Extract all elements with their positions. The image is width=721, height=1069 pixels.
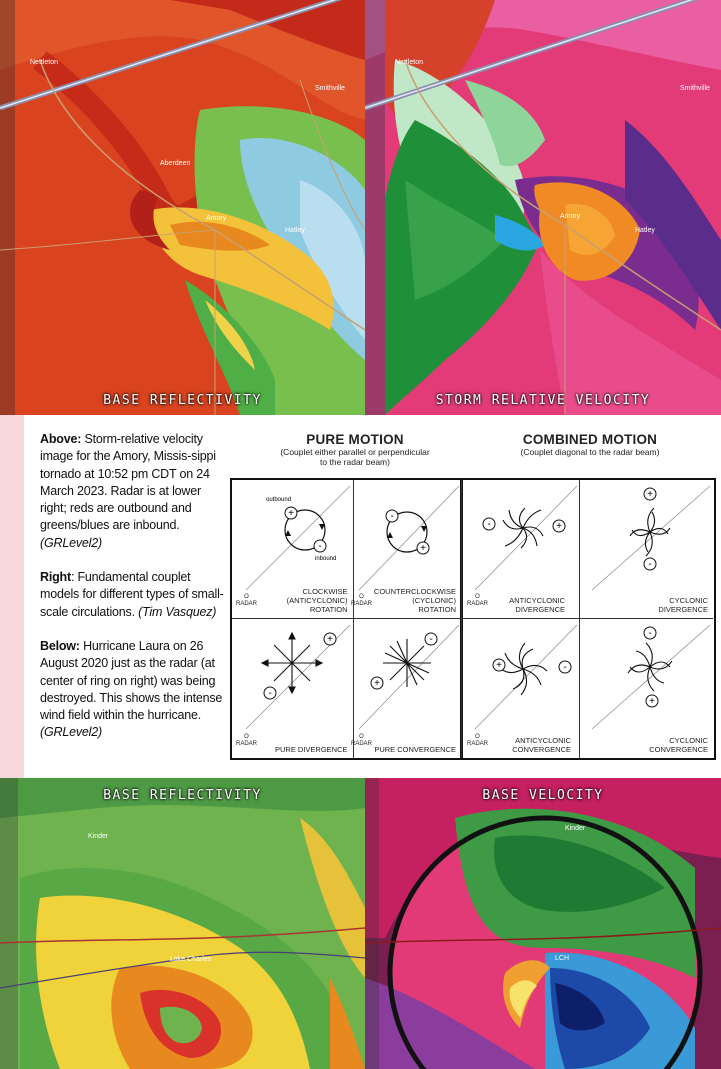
top-left-panel-label: BASE REFLECTIVITY (103, 393, 262, 408)
outbound-label: outbound (266, 497, 292, 503)
bottom-right-panel-label: BASE VELOCITY (482, 788, 604, 803)
cell-label: CLOCKWISE (ANTICYCLONIC) ROTATION (286, 586, 348, 614)
svg-text:+: + (556, 521, 562, 532)
radar-marker: O RADAR (351, 733, 373, 747)
town-label: Hatley (635, 227, 655, 234)
cell-label: COUNTERCLOCKWISE (CYCLONIC) ROTATION (373, 586, 456, 614)
town-label: Amory (560, 213, 581, 220)
town-label: Kinder (565, 825, 586, 832)
top-right-panel-label: STORM RELATIVE VELOCITY (435, 393, 651, 408)
caption-above-text: Storm-relative velocity image for the Amory, Missis-sippi tornado at 10:52 pm CDT on 24 March 2023. Radar is at lower right; reds are outbound and greens/blues are inbound. (40, 432, 216, 533)
caption-right-text: : Fundamental couplet models for different types of small-scale circulations. (40, 570, 224, 619)
cell-label: CYCLONIC CONVERGENCE (649, 735, 708, 754)
caption-tab (0, 415, 24, 778)
bottom-velocity-panel (365, 778, 721, 1069)
svg-text:+: + (647, 489, 653, 500)
caption-below (40, 638, 224, 742)
svg-text:-: - (648, 559, 652, 570)
town-label: Nettleton (30, 59, 59, 66)
pure-motion-header (240, 432, 470, 467)
caption-below-credit: (GRLevel2) (40, 725, 102, 740)
radar-marker: O RADAR (351, 593, 373, 607)
caption-above-head: Above: (40, 432, 82, 446)
combined-motion-header (470, 432, 710, 457)
cell-cyclonic-divergence (580, 480, 713, 619)
svg-text:+: + (649, 696, 655, 707)
pure-motion-subtitle-1: (Couplet either parallel or perpendicular (280, 447, 430, 457)
caption-right-head: Right (40, 570, 71, 585)
cell-pure-divergence (232, 619, 354, 758)
caption-above (40, 431, 224, 552)
top-reflectivity-panel (0, 0, 365, 415)
radar-marker: O RADAR (236, 733, 258, 747)
radar-marker: O RADAR (467, 733, 489, 747)
pure-motion-subtitle-2: to the radar beam) (320, 457, 390, 467)
cell-pure-convergence (347, 619, 462, 758)
bottom-left-panel-label: BASE REFLECTIVITY (103, 788, 262, 803)
town-label: Aberdeen (160, 160, 191, 167)
cell-counterclockwise-rotation (347, 480, 462, 619)
svg-text:+: + (496, 660, 502, 671)
cell-anticyclonic-divergence (463, 480, 580, 619)
caption-below-text: Hurricane Laura on 26 August 2020 just as the radar (at center of ring on right) was being destroyed. This shows the intense wind field within the hurricane. (40, 638, 223, 723)
caption-right-credit: (Tim Vasquez) (138, 604, 217, 619)
cell-label: ANTICYCLONIC CONVERGENCE (512, 735, 571, 754)
caption-above-credit: (GRLevel2) (40, 535, 102, 550)
cell-cyclonic-convergence (580, 619, 713, 758)
reflectivity-image (0, 0, 365, 415)
bottom-reflectivity-panel (0, 778, 365, 1069)
town-label: Smithville (315, 85, 345, 92)
pure-motion-title: PURE MOTION (306, 432, 404, 447)
svg-text:-: - (648, 628, 652, 639)
svg-text:-: - (390, 511, 394, 522)
town-label: Smithville (680, 85, 710, 92)
velocity-image (365, 0, 721, 415)
inbound-label: inbound (315, 556, 337, 562)
svg-text:-: - (487, 519, 491, 530)
caption-text (40, 431, 224, 759)
radar-marker: O RADAR (467, 593, 489, 607)
town-label: LCH (555, 955, 570, 962)
town-label: Hatley (285, 227, 305, 234)
hurricane-reflectivity-image (0, 778, 365, 1069)
cell-clockwise-rotation (232, 480, 354, 619)
couplet-grid (230, 478, 716, 760)
svg-text:-: - (318, 541, 322, 552)
divergence-arrows (262, 633, 322, 693)
svg-text:-: - (429, 634, 433, 645)
svg-text:+: + (420, 543, 426, 554)
cell-label: ANTICYCLONIC DIVERGENCE (509, 595, 565, 614)
caption-right (40, 569, 224, 621)
svg-text:-: - (563, 662, 567, 673)
cell-label: CYCLONIC DIVERGENCE (658, 595, 708, 614)
combined-motion-subtitle: (Couplet diagonal to the radar beam) (520, 447, 660, 457)
svg-text:+: + (374, 678, 380, 689)
svg-text:+: + (327, 634, 333, 645)
svg-text:+: + (288, 508, 294, 519)
svg-text:-: - (268, 688, 272, 699)
caption-below-head: Below: (40, 638, 80, 653)
radar-marker: O RADAR (236, 593, 258, 607)
cell-label: PURE DIVERGENCE (274, 744, 348, 754)
cell-label: PURE CONVERGENCE (374, 744, 456, 754)
town-label: Nettleton (395, 59, 424, 66)
top-velocity-panel (365, 0, 721, 415)
town-label: Lake Charles (170, 956, 212, 963)
hurricane-velocity-image (365, 778, 721, 1069)
combined-motion-title: COMBINED MOTION (522, 432, 658, 447)
town-label: Amory (206, 215, 227, 222)
town-label: Kinder (88, 833, 109, 840)
cell-anticyclonic-convergence (463, 619, 580, 758)
